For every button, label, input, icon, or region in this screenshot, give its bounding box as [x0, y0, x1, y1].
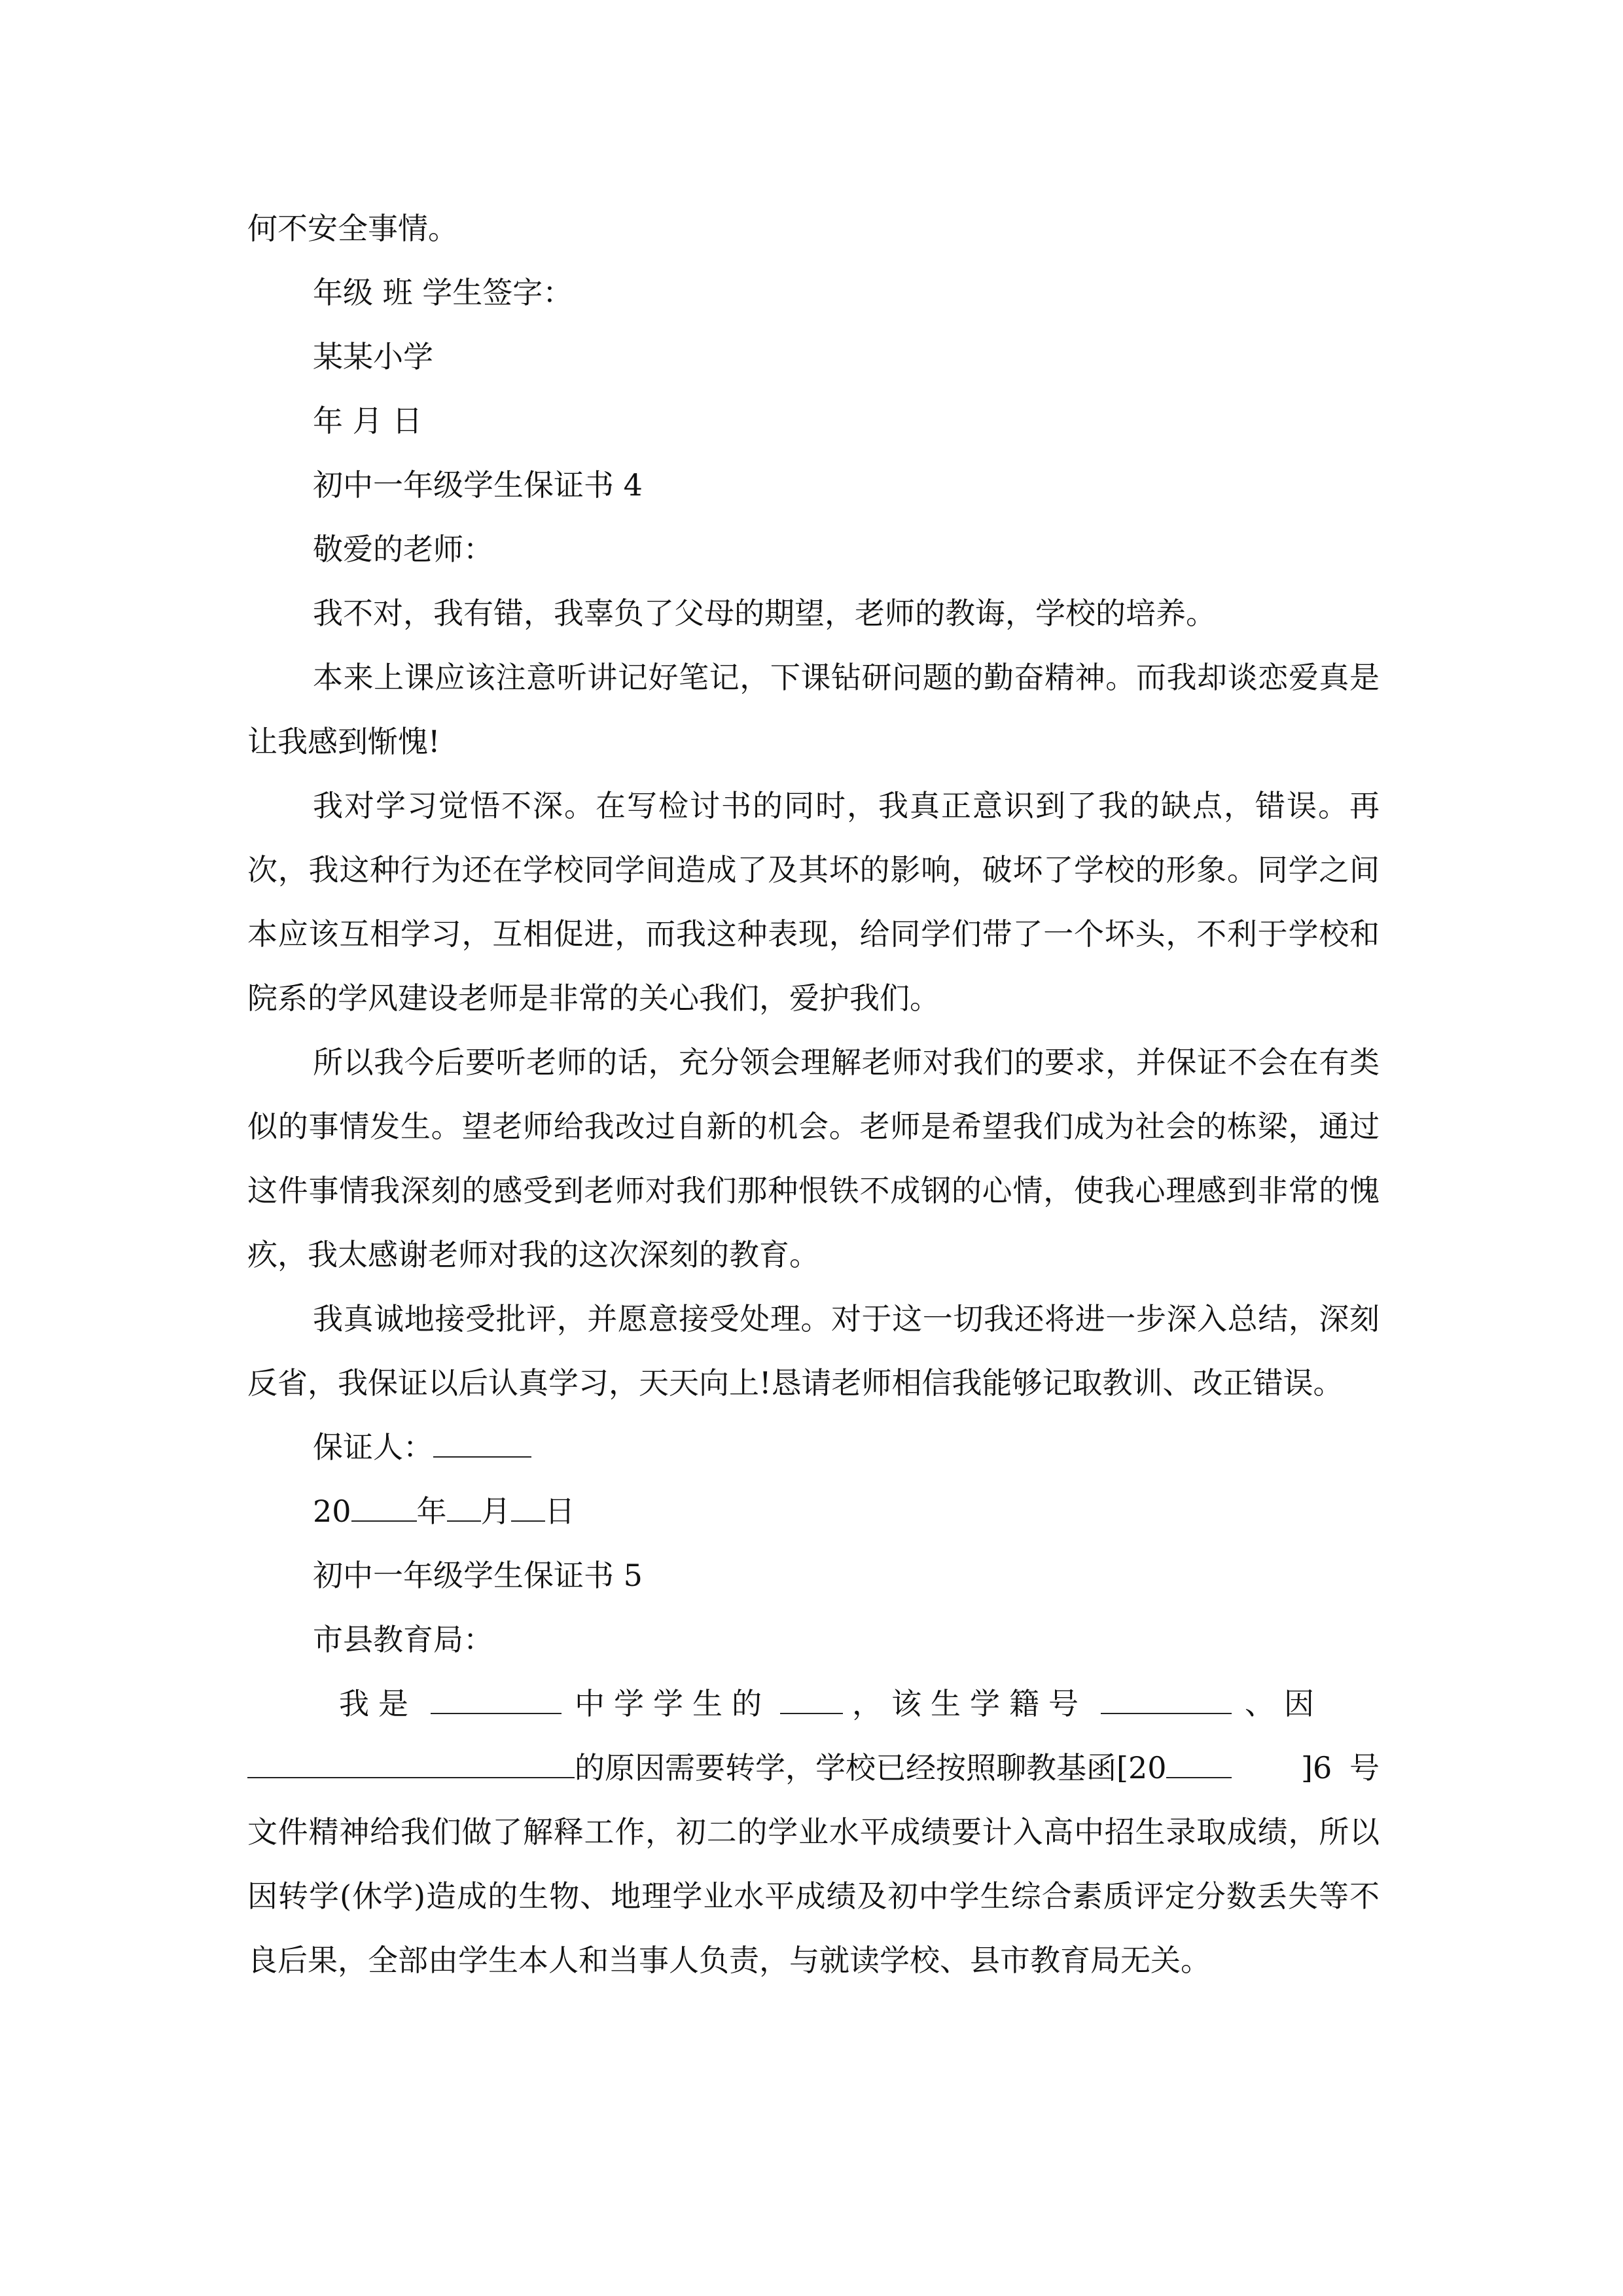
blank-field [447, 1494, 481, 1522]
blank-field [433, 1430, 531, 1458]
salutation: 敬爱的老师： [313, 531, 493, 567]
date-prefix: 20 [313, 1494, 351, 1529]
form-text: 中学学生的 [575, 1686, 771, 1721]
blank-field [431, 1687, 562, 1714]
form-line [247, 1672, 1380, 1736]
school-name: 某某小学 [313, 339, 433, 374]
date-fill-line [247, 1479, 1380, 1543]
section-title: 初中一年级学生保证书 4 [313, 467, 643, 503]
blank-field [1101, 1687, 1232, 1714]
date-month: 月 [480, 1494, 511, 1529]
paragraph: 所以我今后要听老师的话，充分领会理解老师对我们的要求，并保证不会在有类似的事情发生。望老师给我改过自新的机会。老师是希望我们成为社会的栋梁，通过这件事情我深刻的感受到老师对我们那种恨铁不成钢的心情，使我心理感到非常的愧疚，我太感谢老师对我的这次深刻的教育。 [247, 1045, 1380, 1272]
section-title: 初中一年级学生保证书 5 [313, 1558, 643, 1593]
paragraph: 我不对，我有错，我辜负了父母的期望，老师的教诲，学校的培养。 [313, 596, 1216, 631]
date-year: 年 [416, 1494, 447, 1529]
date-day: 日 [544, 1494, 575, 1529]
form-text: 、因 [1245, 1686, 1323, 1721]
blank-field [351, 1494, 417, 1522]
form-text: 我是 [339, 1686, 418, 1721]
blank-field [780, 1687, 843, 1714]
salutation: 市县教育局： [313, 1622, 493, 1657]
paragraph: 我对学习觉悟不深。在写检讨书的同时，我真正意识到了我的缺点，错误。再次，我这种行为还在学校同学间造成了及其坏的影响，破坏了学校的形象。同学之间本应该互相学习，互相促进，而我这种表现，给同学们带了一个坏头，不利于学校和院系的学风建设老师是非常的关心我们，爱护我们。 [247, 788, 1380, 1016]
form-paragraph [247, 1736, 1380, 1992]
document-page [247, 196, 1380, 1992]
guarantor-label: 保证人： [313, 1429, 433, 1465]
paragraph: 本来上课应该注意听讲记好笔记，下课钻研问题的勤奋精神。而我却谈恋爱真是让我感到惭愧! [247, 660, 1380, 759]
date-line: 年 月 日 [313, 403, 423, 439]
blank-field [511, 1494, 545, 1522]
form-text: ]6 号文件精神给我们做了解释工作，初二的学业水平成绩要计入高中招生录取成绩，所以因转学(休学)造成的生物、地理学业水平成绩及初中学生综合素质评定分数丢失等不良后果，全部由学生本人和当事人负责，与就读学校、县市教育局无关。 [247, 1750, 1380, 1978]
signature-line: 年级 班 学生签字： [313, 275, 573, 310]
form-text: ，该生学籍号 [852, 1686, 1088, 1721]
guarantor-line [247, 1415, 1380, 1479]
paragraph: 我真诚地接受批评，并愿意接受处理。对于这一切我还将进一步深入总结，深刻反省，我保证以后认真学习，天天向上!恳请老师相信我能够记取教训、改正错误。 [247, 1301, 1380, 1401]
text-line: 何不安全事情。 [247, 211, 458, 246]
form-text: 的原因需要转学，学校已经按照聊教基函[20 [575, 1750, 1167, 1785]
